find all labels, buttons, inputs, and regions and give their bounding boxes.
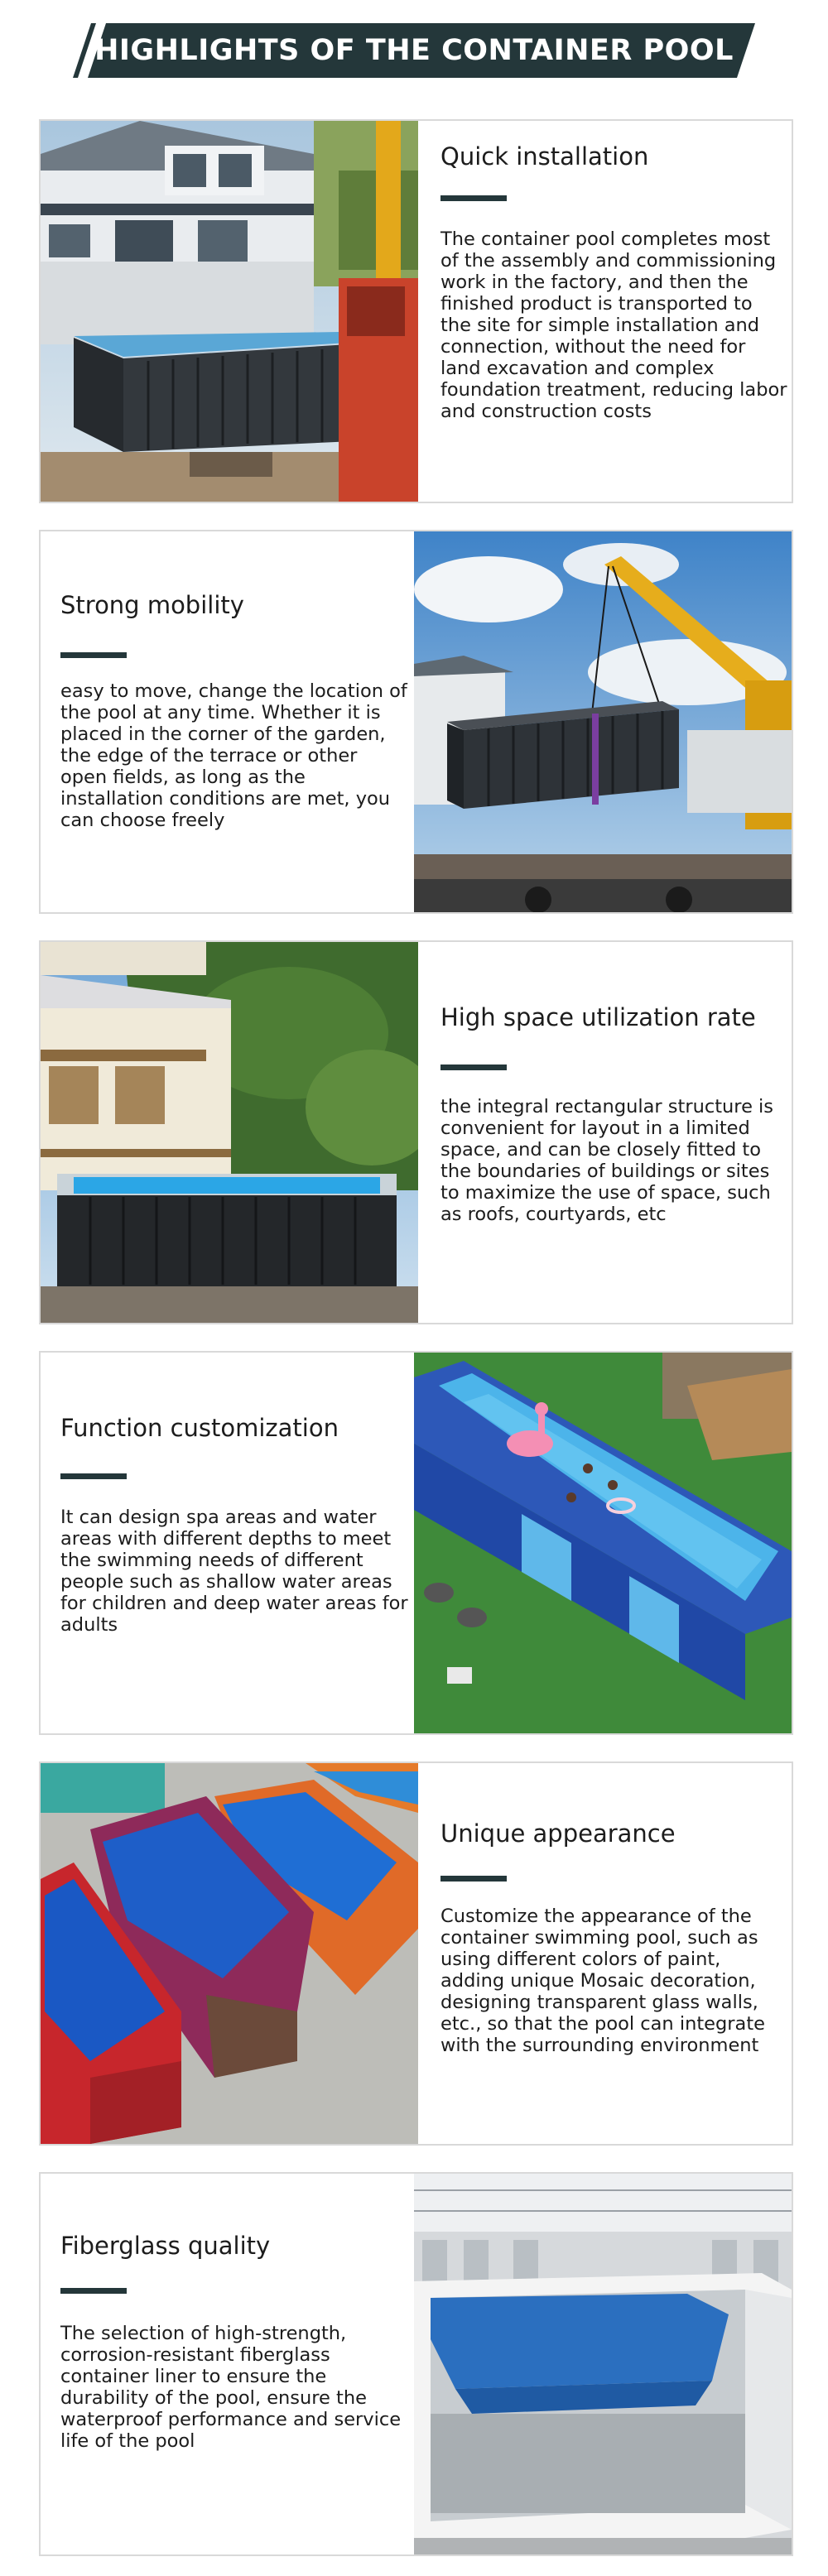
feature-photo-strong-mobility xyxy=(414,531,792,912)
feature-heading: Unique appearance xyxy=(440,1819,676,1848)
feature-card-quick-installation xyxy=(39,119,793,503)
heading-underline xyxy=(440,1876,507,1882)
page-banner xyxy=(73,23,755,78)
feature-body: Customize the appearance of the container swimming pool, such as using different colors of paint, adding unique Mosaic decoration, designing transparent glass walls, etc., so that the pool can integrate with the surrounding environment xyxy=(440,1906,766,2056)
feature-card-unique-appearance xyxy=(39,1761,793,2146)
feature-heading: Quick installation xyxy=(440,142,649,171)
feature-heading: Fiberglass quality xyxy=(60,2232,271,2260)
feature-body: It can design spa areas and water areas with different depths to meet the swimming needs of different people such as shallow water areas for children and deep water areas for adults xyxy=(60,1507,408,1636)
heading-underline xyxy=(440,1065,507,1070)
feature-body: The container pool completes most of the assembly and commissioning work in the factory, and then the finished product is transported to the site for simple installation and connection, without the need for land excavation and complex foundation treatment, reducing labor and construction costs xyxy=(440,228,787,422)
feature-card-fiberglass-quality xyxy=(39,2172,793,2556)
heading-underline xyxy=(60,2288,127,2294)
feature-photo-fiberglass-quality xyxy=(414,2174,792,2554)
heading-underline xyxy=(60,1473,127,1479)
feature-photo-high-space-utilization xyxy=(41,942,418,1323)
feature-heading: Function customization xyxy=(60,1414,339,1442)
feature-body: easy to move, change the location of the pool at any time. Whether it is placed in the corner of the garden, the edge of the terrace or other open fields, as long as the installation conditions are met, you can choose freely xyxy=(60,680,407,831)
feature-text-high-space-utilization xyxy=(421,942,793,1323)
feature-body: The selection of high-strength, corrosion-resistant fiberglass container liner to ensure the durability of the pool, ensure the waterproof performance and service life of the pool xyxy=(60,2323,402,2452)
feature-text-quick-installation xyxy=(421,121,793,502)
feature-photo-unique-appearance xyxy=(41,1763,418,2144)
feature-text-function-customization xyxy=(41,1353,413,1733)
heading-underline xyxy=(60,652,127,658)
page-title: HIGHLIGHTS OF THE CONTAINER POOL xyxy=(94,34,734,67)
feature-card-strong-mobility xyxy=(39,530,793,914)
feature-text-strong-mobility xyxy=(41,531,413,912)
feature-text-unique-appearance xyxy=(421,1763,793,2144)
feature-heading: High space utilization rate xyxy=(440,1003,756,1031)
feature-heading: Strong mobility xyxy=(60,591,244,619)
feature-card-high-space-utilization xyxy=(39,940,793,1324)
feature-card-function-customization xyxy=(39,1351,793,1735)
feature-text-fiberglass-quality xyxy=(41,2174,413,2554)
heading-underline xyxy=(440,195,507,201)
feature-photo-function-customization xyxy=(414,1353,792,1733)
feature-photo-quick-installation xyxy=(41,121,418,502)
feature-body: the integral rectangular structure is convenient for layout in a limited space, and can be closely fitted to the boundaries of buildings or sites to maximize the use of space, such as roofs, courtyards, etc xyxy=(440,1096,774,1225)
